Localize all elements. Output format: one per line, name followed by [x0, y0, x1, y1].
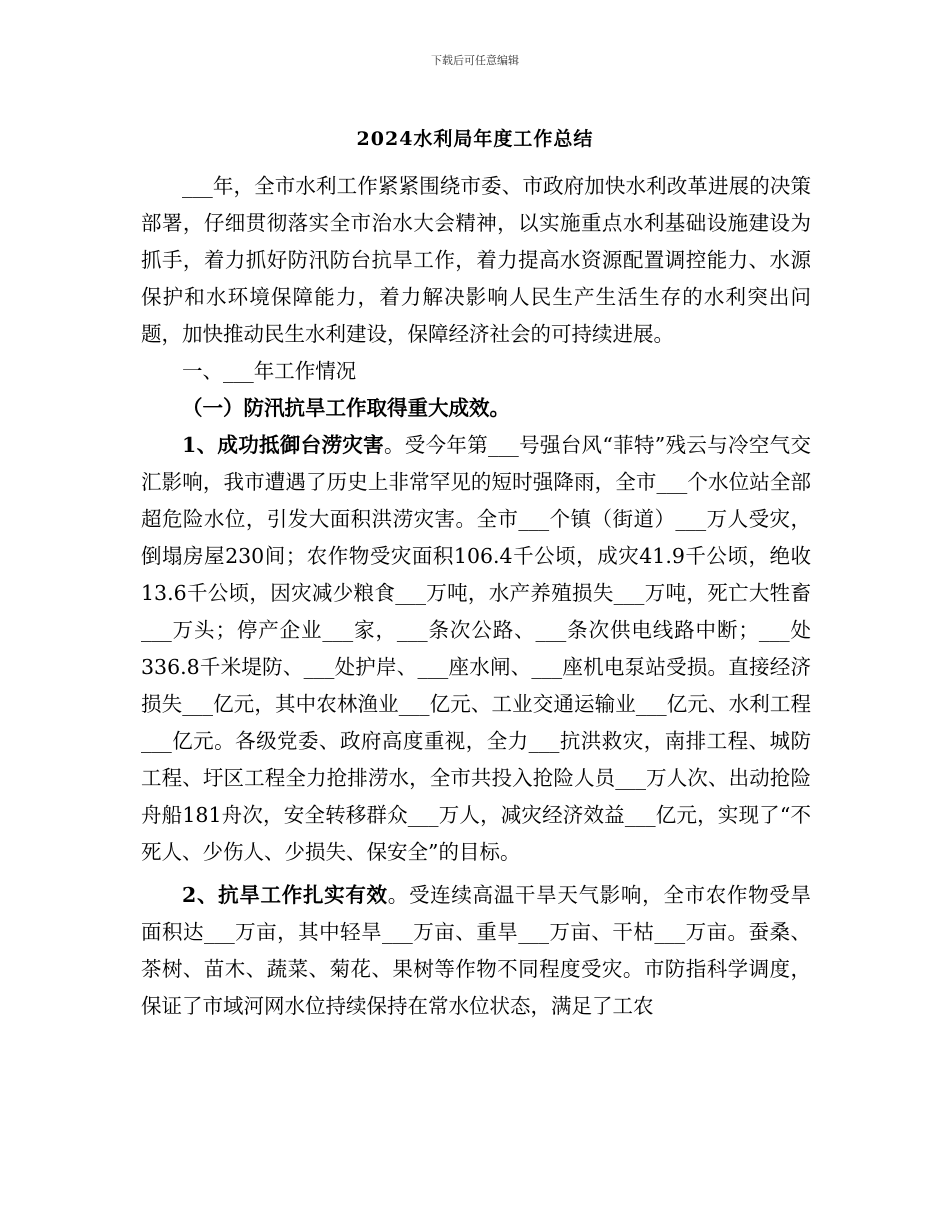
item-1-paragraph — [141, 427, 811, 871]
item-1-text: 。受今年第___号强台风“菲特”残云与冷空气交汇影响，我市遭遇了历史上非常罕见的短时强降雨，全市___个水位站全部超危险水位，引发大面积洪涝灾害。全市___个镇（街道）___万人受灾，倒塌房屋230间；农作物受灾面积106.4千公顷，成灾41.9千公顷，绝收13.6千公顷，因灾减少粮食___万吨，水产养殖损失___万吨，死亡大牲畜___万头；停产企业___家，___条次公路、___条次供电线路中断；___处336.8千米堤防、___处护岸、___座水闸、___座机电泵站受损。直接经济损失___亿元，其中农林渔业___亿元、工业交通运输业___亿元、水利工程___亿元。各级党委、政府高度重视，全力___抗洪救灾，南排工程、城防工程、圩区工程全力抢排涝水，全市共投入抢险人员___万人次、出动抢险舟船181舟次，安全转移群众___万人，减灾经济效益___亿元，实现了“不死人、少伤人、少损失、保安全”的目标。 — [141, 433, 811, 864]
subsection-heading: （一）防汛抗旱工作取得重大成效。 — [182, 396, 510, 420]
item-2-text: 。受连续高温干旱天气影响，全市农作物受旱面积达___万亩，其中轻旱___万亩、重旱___万亩、干枯___万亩。蚕桑、茶树、苗木、蔬菜、菊花、果树等作物不同程度受灾。市防指科学调度，保证了市域河网水位持续保持在常水位状态，满足了工农 — [141, 883, 812, 1018]
item-2-paragraph — [141, 877, 811, 1025]
document-body — [141, 168, 811, 1025]
item-2-lead: 2、抗旱工作扎实有效 — [182, 883, 388, 907]
item-1-lead: 1、成功抵御台涝灾害 — [182, 433, 384, 457]
intro-paragraph: ___年，全市水利工作紧紧围绕市委、市政府加快水利改革进展的决策部署，仔细贯彻落实全市治水大会精神，以实施重点水利基础设施建设为抓手，着力抓好防汛防台抗旱工作，着力提高水资源配置调控能力、水源保护和水环境保障能力，着力解决影响人民生产生活生存的水利突出问题，加快推动民生水利建设，保障经济社会的可持续进展。 — [141, 174, 811, 346]
section-heading: 一、___年工作情况 — [182, 359, 357, 383]
document-title: 2024水利局年度工作总结 — [356, 128, 594, 150]
header-note: 下载后可任意编辑 — [431, 54, 519, 67]
